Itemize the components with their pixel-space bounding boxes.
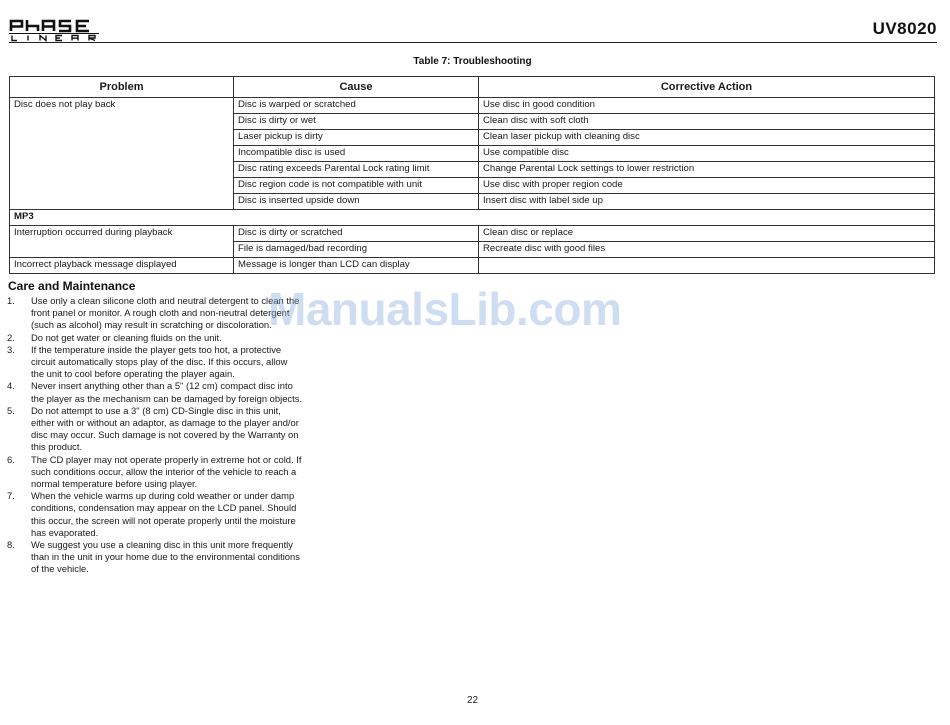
page-number: 22: [466, 695, 479, 706]
section-label-mp3: MP3: [10, 210, 935, 226]
troubleshooting-table: [9, 76, 935, 274]
list-item-number: 8.: [7, 539, 15, 551]
cause-cell: Incompatible disc is used: [234, 146, 479, 162]
list-item-text: Use only a clean silicone cloth and neutral detergent to clean the front panel or monitor. A rough cloth and non-neutral detergent (such as alcohol) may result in scratching or discoloration.: [31, 295, 300, 331]
action-cell: Change Parental Lock settings to lower restriction: [479, 162, 935, 178]
table-row: [10, 258, 935, 274]
list-item-text: Do not attempt to use a 3" (8 cm) CD-Single disc in this unit, either with or without an adaptor, as damage to the player and/or disc may occur. Such damage is not covered by the Warranty on this product.: [31, 404, 299, 453]
cause-cell: Disc is warped or scratched: [234, 98, 479, 114]
problem-cell: Incorrect playback message displayed: [10, 258, 234, 274]
list-item: [7, 539, 302, 576]
table-title: Table 7: Troubleshooting: [413, 56, 532, 67]
list-item-number: 2.: [7, 331, 15, 343]
column-header-corrective-action: Corrective Action: [479, 77, 935, 98]
table-row: [10, 226, 935, 242]
list-item-text: If the temperature inside the player gets too hot, a protective circuit automatically stops play of the disc. If this occurs, allow the unit to cool before operating the player again.: [31, 343, 288, 380]
cause-cell: Disc region code is not compatible with unit: [234, 178, 479, 194]
care-maintenance-list: [7, 295, 302, 576]
list-item-number: 5.: [7, 404, 15, 416]
list-item-number: 3.: [7, 343, 15, 355]
manualslib-watermark: ManualsLib.com: [268, 283, 622, 335]
list-item: [7, 344, 302, 381]
cause-cell: Disc is dirty or wet: [234, 114, 479, 130]
list-item-number: 6.: [7, 453, 15, 465]
list-item: [7, 295, 302, 332]
list-item-text: The CD player may not operate properly in extreme hot or cold. If such conditions occur, allow the interior of the vehicle to reach a normal temperature before using player.: [31, 453, 302, 490]
cause-cell: File is damaged/bad recording: [234, 242, 479, 258]
list-item: [7, 405, 302, 454]
cause-cell: Disc is dirty or scratched: [234, 226, 479, 242]
column-header-problem: Problem: [10, 77, 234, 98]
table-header-row: [10, 77, 935, 98]
care-maintenance-heading: Care and Maintenance: [8, 279, 136, 293]
list-item-number: 4.: [7, 380, 15, 392]
model-number: UV8020: [872, 19, 937, 38]
list-item: [7, 332, 302, 344]
cause-cell: Disc is inserted upside down: [234, 194, 479, 210]
problem-cell: Interruption occurred during playback: [10, 226, 234, 258]
list-item: [7, 380, 302, 404]
list-item-number: 7.: [7, 490, 15, 502]
section-row-mp3: [10, 210, 935, 226]
cause-cell: Disc rating exceeds Parental Lock rating limit: [234, 162, 479, 178]
action-cell: Recreate disc with good files: [479, 242, 935, 258]
page-header: [9, 16, 937, 44]
column-header-cause: Cause: [234, 77, 479, 98]
action-cell: Use disc in good condition: [479, 98, 935, 114]
action-cell: Clean disc with soft cloth: [479, 114, 935, 130]
list-item-number: 1.: [7, 295, 15, 306]
action-cell: Use disc with proper region code: [479, 178, 935, 194]
action-cell: Use compatible disc: [479, 146, 935, 162]
list-item-text: We suggest you use a cleaning disc in this unit more frequently than in the unit in your home due to the environmental conditions of the vehicle.: [31, 539, 300, 575]
cause-cell: Laser pickup is dirty: [234, 130, 479, 146]
list-item-text: Do not get water or cleaning fluids on the unit.: [31, 331, 222, 343]
logo-mark: [9, 18, 99, 42]
cause-cell: Message is longer than LCD can display: [234, 258, 479, 274]
problem-cell: Disc does not play back: [10, 98, 234, 210]
action-cell: Clean laser pickup with cleaning disc: [479, 130, 935, 146]
table-row: [10, 98, 935, 114]
action-cell: [479, 258, 935, 274]
list-item-text: When the vehicle warms up during cold weather or under damp conditions, condensation may appear on the LCD panel. Should this occur, the screen will not operate properly until the moisture has evaporated.: [31, 490, 297, 538]
list-item: [7, 490, 302, 539]
action-cell: Clean disc or replace: [479, 226, 935, 242]
list-item: [7, 454, 302, 491]
action-cell: Insert disc with label side up: [479, 194, 935, 210]
list-item-text: Never insert anything other than a 5" (12 cm) compact disc into the player as the mechanism can be damaged by foreign objects.: [31, 380, 302, 404]
header-divider: [9, 42, 937, 43]
phase-linear-logo: [9, 18, 99, 42]
